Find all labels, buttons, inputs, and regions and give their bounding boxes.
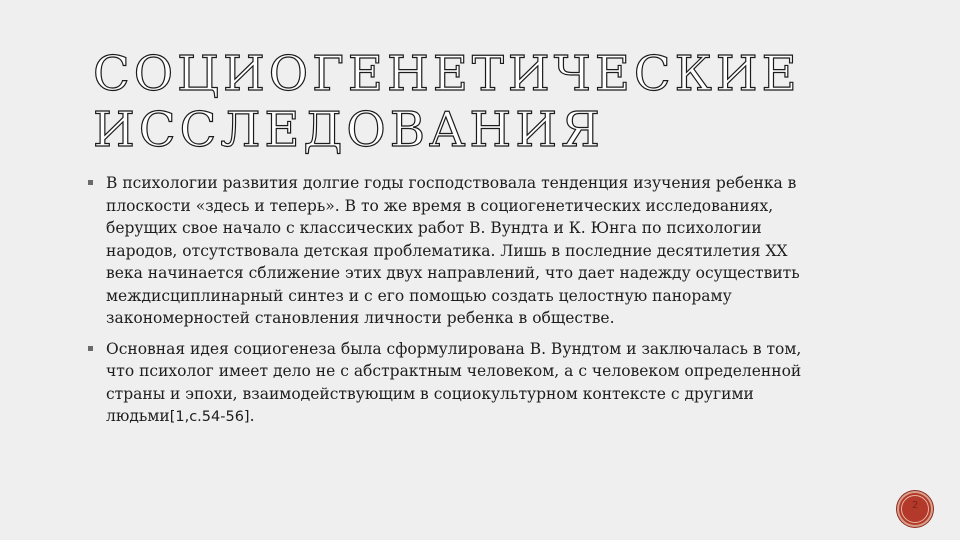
bullet-1-line-5: века начинается сближение этих двух направлений, что дает надежду осуществить bbox=[106, 264, 800, 282]
title-line-1: СОЦИОГЕНЕТИЧЕСКИЕ bbox=[93, 46, 801, 102]
title-line-2: ИССЛЕДОВАНИЯ bbox=[93, 102, 604, 158]
bullet-2-line-2: что психолог имеет дело не с абстрактным человеком, а с человеком определенной bbox=[106, 362, 802, 380]
slide-title bbox=[93, 46, 853, 158]
page-number-badge bbox=[897, 491, 933, 527]
bullet-1-line-3: берущих свое начало с классических работ В. Вундта и К. Юнга по психологии bbox=[106, 219, 762, 237]
bullet-1-line-4: народов, отсутствовала детская проблематика. Лишь в последние десятилетия ХХ bbox=[106, 241, 788, 260]
citation-reference: [1,с.54-56] bbox=[169, 409, 250, 425]
bullet-1-line-7: закономерностей становления личности ребенка в обществе. bbox=[106, 309, 615, 327]
bullet-2-last-punct: . bbox=[249, 407, 255, 425]
bullet-1-line-1: В психологии развития долгие годы господствовала тенденция изучения ребенка в bbox=[106, 174, 797, 192]
bullet-2-line-3: страны и эпохи, взаимодействующим в социокультурном контексте с другими bbox=[106, 384, 754, 403]
bullet-1-line-2: плоскости «здесь и теперь». В то же время в социогенетических исследованиях, bbox=[106, 196, 774, 215]
bullet-1-line-6: междисциплинарный синтез и с его помощью создать целостную панораму bbox=[106, 286, 732, 305]
bullet-square-icon bbox=[88, 346, 93, 351]
bullet-item-1 bbox=[88, 172, 888, 330]
bullet-item-2 bbox=[88, 338, 888, 429]
slide-content bbox=[88, 172, 888, 437]
page-number: 2 bbox=[911, 500, 919, 511]
bullet-2-last-text: людьми bbox=[106, 407, 170, 425]
bullet-2-line-4 bbox=[106, 405, 888, 429]
bullet-square-icon bbox=[88, 180, 93, 185]
bullet-2-line-1: Основная идея социогенеза была сформулирована В. Вундтом и заключалась в том, bbox=[106, 339, 802, 358]
